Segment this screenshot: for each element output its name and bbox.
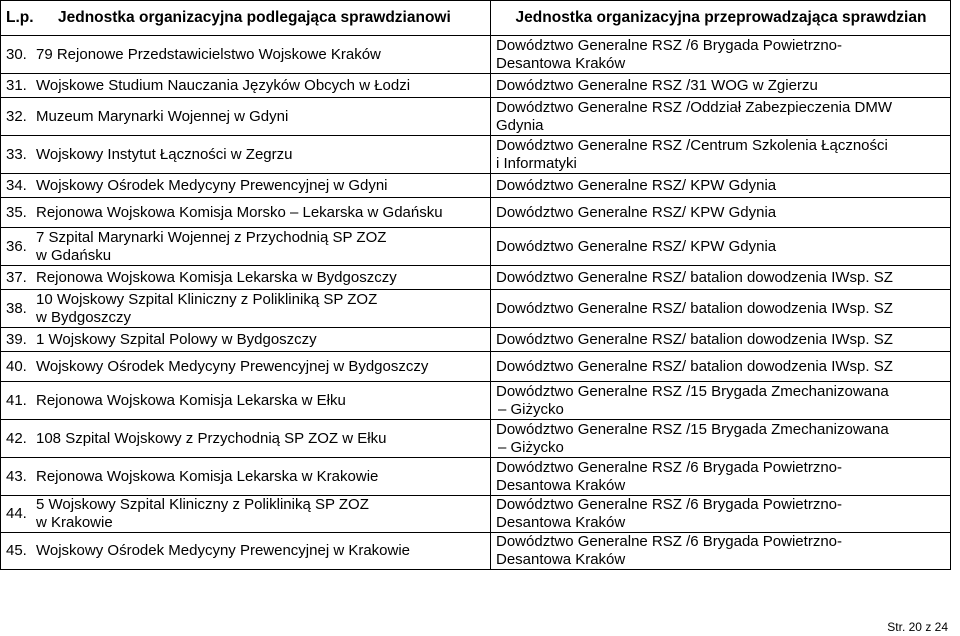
conductor-line: Dowództwo Generalne RSZ/ KPW Gdynia [496, 237, 777, 255]
table-row [1, 290, 951, 328]
unit-name [36, 291, 377, 327]
conductor-line: Gdynia [496, 116, 544, 134]
conductor-line: Dowództwo Generalne RSZ /6 Brygada Powietrzno- [496, 36, 842, 54]
conductor-cell [491, 266, 951, 290]
conductor-line: Dowództwo Generalne RSZ /Centrum Szkolenia Łączności [496, 136, 888, 154]
row-number: 39. [6, 330, 27, 348]
unit-cell [1, 266, 491, 290]
table-row [1, 36, 951, 74]
conductor-line: – Giżycko [498, 400, 564, 418]
conductor-line: Dowództwo Generalne RSZ /31 WOG w Zgierzu [496, 76, 818, 94]
conductor-cell [491, 74, 951, 98]
conductor-line: Dowództwo Generalne RSZ /6 Brygada Powietrzno- [496, 458, 842, 476]
conductor-cell [491, 382, 951, 420]
unit-cell [1, 328, 491, 352]
unit-name-line: 5 Wojskowy Szpital Kliniczny z Polikliniką SP ZOZ [36, 496, 369, 513]
conductor-cell [491, 328, 951, 352]
conductor-line: Desantowa Kraków [496, 514, 626, 531]
unit-name: Rejonowa Wojskowa Komisja Lekarska w Ełku [36, 391, 346, 409]
unit-cell [1, 533, 491, 570]
unit-cell [1, 458, 491, 496]
conductor-cell [491, 496, 951, 533]
table-row [1, 458, 951, 496]
conductor-line: i Informatyki [496, 154, 577, 172]
table-body [1, 36, 951, 570]
table-row [1, 533, 951, 570]
conductor-cell [491, 228, 951, 266]
row-number: 37. [6, 268, 27, 286]
unit-name: Wojskowy Ośrodek Medycyny Prewencyjnej w Bydgoszczy [36, 357, 429, 375]
header-unit [1, 1, 491, 36]
header-conductor: Jednostka organizacyjna przeprowadzająca sprawdzian [491, 1, 951, 36]
unit-name: Rejonowa Wojskowa Komisja Lekarska w Bydgoszczy [36, 268, 397, 286]
row-number: 35. [6, 203, 27, 221]
unit-cell [1, 496, 491, 533]
row-number: 38. [6, 299, 27, 317]
unit-cell [1, 382, 491, 420]
table-header-row [1, 1, 951, 36]
unit-cell [1, 352, 491, 382]
row-number: 44. [6, 505, 27, 522]
conductor-line: Desantowa Kraków [496, 551, 626, 568]
unit-name [36, 496, 369, 532]
conductor-line: Dowództwo Generalne RSZ/ batalion dowodzenia IWsp. SZ [496, 330, 893, 348]
row-number: 36. [6, 237, 27, 255]
conductor-line: Dowództwo Generalne RSZ /Oddział Zabezpieczenia DMW [496, 98, 892, 116]
row-number: 31. [6, 76, 27, 94]
conductor-cell [491, 198, 951, 228]
conductor-cell [491, 98, 951, 136]
conductor-line: Dowództwo Generalne RSZ/ KPW Gdynia [496, 176, 777, 194]
table-row [1, 98, 951, 136]
table-row [1, 420, 951, 458]
row-number: 45. [6, 542, 27, 559]
table-row [1, 228, 951, 266]
row-number: 40. [6, 357, 27, 375]
conductor-line: Dowództwo Generalne RSZ /6 Brygada Powietrzno- [496, 496, 842, 513]
conductor-cell [491, 174, 951, 198]
unit-name-line: 7 Szpital Marynarki Wojennej z Przychodnią SP ZOZ [36, 228, 387, 246]
page-number: Str. 20 z 24 [887, 620, 948, 634]
conductor-line: Desantowa Kraków [496, 54, 626, 72]
conductor-cell [491, 533, 951, 570]
conductor-cell [491, 458, 951, 496]
header-unit-text: Jednostka organizacyjna podlegająca sprawdzianowi [58, 9, 451, 26]
conductor-cell [491, 136, 951, 174]
conductor-line: Dowództwo Generalne RSZ/ batalion dowodzenia IWsp. SZ [496, 357, 893, 375]
unit-cell [1, 198, 491, 228]
unit-name: 1 Wojskowy Szpital Polowy w Bydgoszczy [36, 330, 317, 348]
conductor-cell [491, 36, 951, 74]
conductor-cell [491, 420, 951, 458]
table-row [1, 174, 951, 198]
unit-name-line: w Gdańsku [36, 246, 112, 264]
row-number: 42. [6, 429, 27, 447]
unit-cell [1, 420, 491, 458]
conductor-line: Dowództwo Generalne RSZ/ batalion dowodzenia IWsp. SZ [496, 299, 893, 317]
unit-name: Wojskowy Ośrodek Medycyny Prewencyjnej w Gdyni [36, 176, 388, 194]
conductor-line: Dowództwo Generalne RSZ /6 Brygada Powietrzno- [496, 533, 842, 550]
table-row [1, 266, 951, 290]
conductor-line: Desantowa Kraków [496, 476, 626, 494]
unit-name: Wojskowy Ośrodek Medycyny Prewencyjnej w Krakowie [36, 542, 411, 559]
row-number: 34. [6, 176, 27, 194]
unit-cell [1, 136, 491, 174]
unit-name: 108 Szpital Wojskowy z Przychodnią SP ZOZ w Ełku [36, 429, 387, 447]
unit-name: 79 Rejonowe Przedstawicielstwo Wojskowe Kraków [36, 45, 381, 63]
unit-name: Muzeum Marynarki Wojennej w Gdyni [36, 107, 289, 125]
table-row [1, 496, 951, 533]
header-lp: L.p. [6, 9, 34, 26]
conductor-line: Dowództwo Generalne RSZ/ batalion dowodzenia IWsp. SZ [496, 268, 893, 286]
table-row [1, 136, 951, 174]
unit-name [36, 229, 386, 265]
table-row [1, 328, 951, 352]
unit-name-line: w Krakowie [36, 514, 113, 531]
conductor-line: Dowództwo Generalne RSZ /15 Brygada Zmechanizowana [496, 382, 889, 400]
unit-name: Wojskowy Instytut Łączności w Zegrzu [36, 145, 293, 163]
table-row [1, 198, 951, 228]
unit-name-line: 10 Wojskowy Szpital Kliniczny z Polikliniką SP ZOZ [36, 290, 378, 308]
unit-name: Rejonowa Wojskowa Komisja Lekarska w Krakowie [36, 467, 379, 485]
conductor-cell [491, 290, 951, 328]
row-number: 43. [6, 467, 27, 485]
unit-cell [1, 174, 491, 198]
table-row [1, 382, 951, 420]
unit-name: Rejonowa Wojskowa Komisja Morsko – Lekarska w Gdańsku [36, 203, 443, 221]
unit-cell [1, 290, 491, 328]
unit-cell [1, 74, 491, 98]
unit-name: Wojskowe Studium Nauczania Języków Obcych w Łodzi [36, 76, 411, 94]
table-row [1, 352, 951, 382]
conductor-line: – Giżycko [498, 438, 564, 456]
unit-cell [1, 36, 491, 74]
row-number: 41. [6, 391, 27, 409]
row-number: 32. [6, 107, 27, 125]
unit-name-line: w Bydgoszczy [36, 308, 132, 326]
unit-cell [1, 228, 491, 266]
row-number: 30. [6, 45, 27, 63]
conductor-cell [491, 352, 951, 382]
unit-cell [1, 98, 491, 136]
conductor-line: Dowództwo Generalne RSZ /15 Brygada Zmechanizowana [496, 420, 889, 438]
row-number: 33. [6, 145, 27, 163]
conductor-line: Dowództwo Generalne RSZ/ KPW Gdynia [496, 203, 777, 221]
table-row [1, 74, 951, 98]
